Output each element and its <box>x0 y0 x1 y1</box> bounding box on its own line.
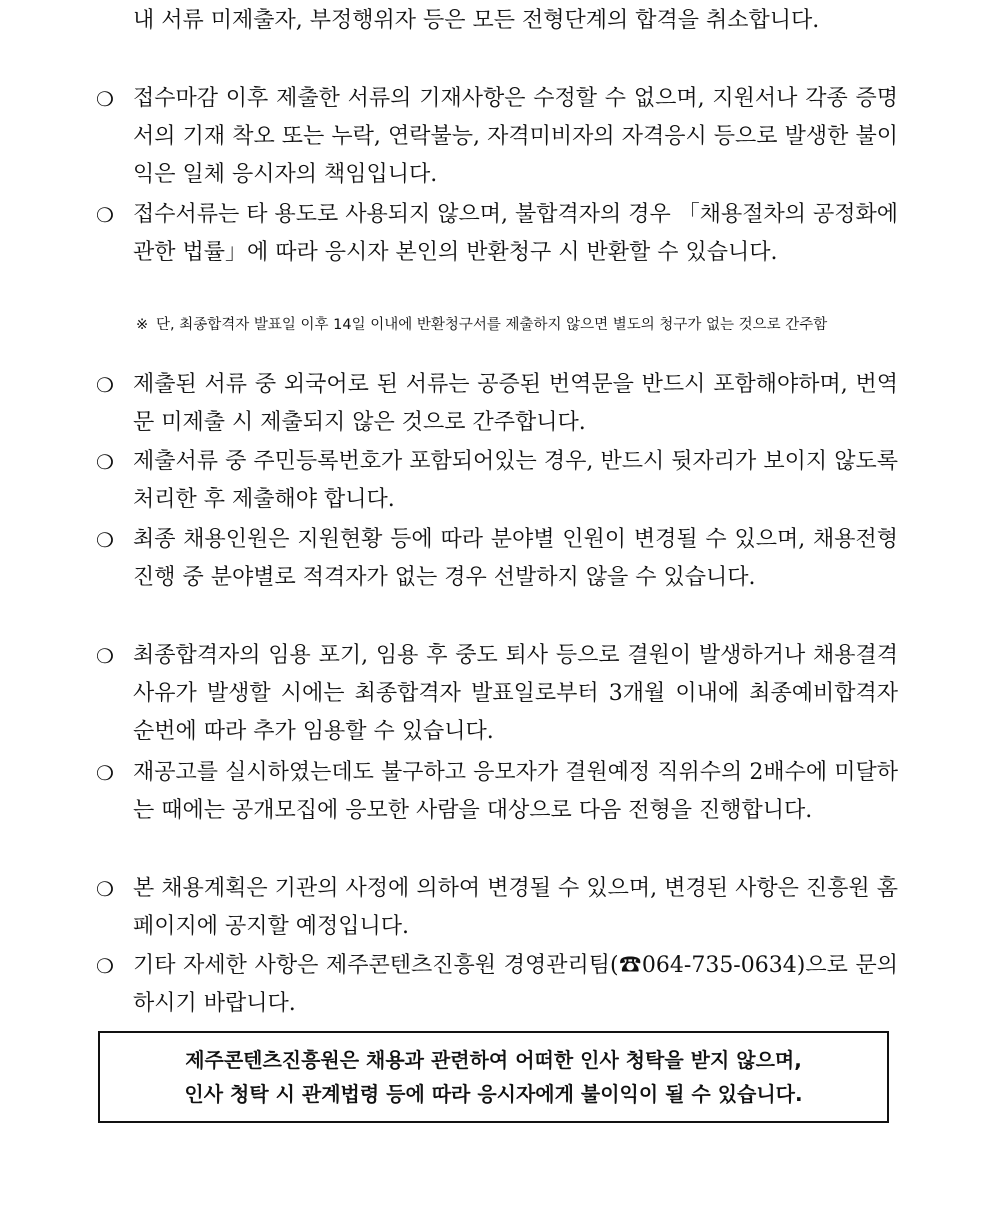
notice-line-2: 인사 청탁 시 관계법령 등에 따라 응시자에게 불이익이 될 수 있습니다. <box>184 1082 803 1106</box>
list-item-text: 제출서류 중 주민등록번호가 포함되어있는 경우, 반드시 뒷자리가 보이지 않도록 처리한 후 제출해야 합니다. <box>133 449 898 512</box>
footnote <box>136 314 898 336</box>
list-item <box>96 947 898 1023</box>
list-item <box>96 521 898 597</box>
circle-bullet-icon: ❍ <box>96 373 114 397</box>
list-item-text: 본 채용계획은 기관의 사정에 의하여 변경될 수 있으며, 변경된 사항은 진흥원 홈페이지에 공지할 예정입니다. <box>133 876 898 939</box>
list-item-text: 재공고를 실시하였는데도 불구하고 응모자가 결원예정 직위수의 2배수에 미달하는 때에는 공개모집에 응모한 사람을 대상으로 다음 전형을 진행합니다. <box>133 760 898 823</box>
circle-bullet-icon: ❍ <box>96 644 114 668</box>
circle-bullet-icon: ❍ <box>96 877 114 901</box>
list-item <box>96 870 898 946</box>
circle-bullet-icon: ❍ <box>96 761 114 785</box>
list-item <box>96 754 898 830</box>
list-item-text: 최종합격자의 임용 포기, 임용 후 중도 퇴사 등으로 결원이 발생하거나 채용결격사유가 발생할 시에는 최종합격자 발표일로부터 3개월 이내에 최종예비합격자 순번에 따라 추가 임용할 수 있습니다. <box>133 643 898 744</box>
list-item <box>96 196 898 272</box>
list-item-text: 접수서류는 타 용도로 사용되지 않으며, 불합격자의 경우 「채용절차의 공정화에 관한 법률」에 따라 응시자 본인의 반환청구 시 반환할 수 있습니다. <box>133 202 899 265</box>
list-item-text: 기타 자세한 사항은 제주콘텐츠진흥원 경영관리팀(☎064-735-0634)으로 문의하시기 바랍니다. <box>133 953 898 1016</box>
circle-bullet-icon: ❍ <box>96 203 114 227</box>
list-item <box>96 80 898 194</box>
list-item <box>96 637 898 751</box>
circle-bullet-icon: ❍ <box>96 528 114 552</box>
footnote-text: 단, 최종합격자 발표일 이후 14일 이내에 반환청구서를 제출하지 않으면 별도의 청구가 없는 것으로 간주함 <box>156 317 828 333</box>
continuation-paragraph: 내 서류 미제출자, 부정행위자 등은 모든 전형단계의 합격을 취소합니다. <box>133 8 820 33</box>
circle-bullet-icon: ❍ <box>96 450 114 474</box>
list-item-text: 최종 채용인원은 지원현황 등에 따라 분야별 인원이 변경될 수 있으며, 채용전형 진행 중 분야별로 적격자가 없는 경우 선발하지 않을 수 있습니다. <box>133 527 898 590</box>
list-item-text: 접수마감 이후 제출한 서류의 기재사항은 수정할 수 없으며, 지원서나 각종 증명서의 기재 착오 또는 누락, 연락불능, 자격미비자의 자격응시 등으로 발생한 불이익은 일체 응시자의 책임입니다. <box>133 86 898 187</box>
notice-box <box>98 1031 889 1123</box>
list-item-text: 제출된 서류 중 외국어로 된 서류는 공증된 번역문을 반드시 포함해야하며, 번역문 미제출 시 제출되지 않은 것으로 간주합니다. <box>133 372 898 435</box>
list-item <box>96 366 898 442</box>
reference-mark-icon: ※ <box>136 317 149 333</box>
list-item <box>96 443 898 519</box>
circle-bullet-icon: ❍ <box>96 87 114 111</box>
notice-line-1: 제주콘텐츠진흥원은 채용과 관련하여 어떠한 인사 청탁을 받지 않으며, <box>185 1048 802 1072</box>
circle-bullet-icon: ❍ <box>96 954 114 978</box>
